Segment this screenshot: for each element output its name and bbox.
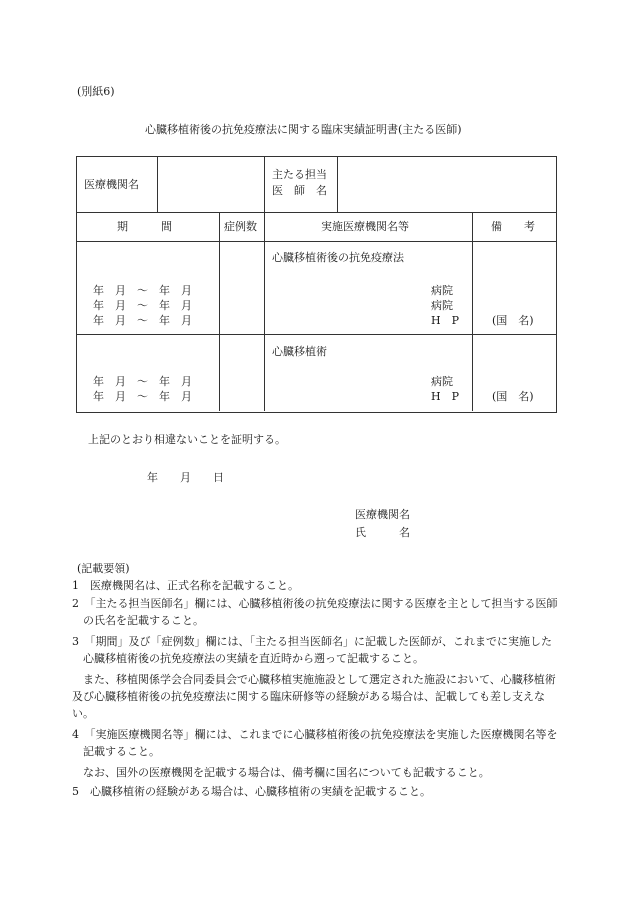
note-item-4-continuation: なお、国外の医療機関を記載する場合は、備考欄に国名についても記載すること。 bbox=[83, 766, 490, 779]
section1-row3-facility: H P bbox=[431, 314, 459, 327]
table-rule bbox=[472, 212, 473, 411]
table-rule bbox=[76, 241, 556, 242]
section1-row1-facility: 病院 bbox=[431, 284, 453, 297]
table-rule bbox=[337, 156, 338, 212]
section1-row3-remarks: (国 名) bbox=[492, 314, 534, 327]
note-item-5: 5 心臓移植術の経験がある場合は、心臓移植術の実績を記載すること。 bbox=[72, 785, 431, 798]
header-remarks: 備 考 bbox=[491, 220, 535, 233]
table-rule bbox=[264, 212, 265, 411]
certifier-institution-label: 医療機関名 bbox=[355, 508, 410, 521]
note-item-1: 1 医療機関名は、正式名称を記載すること。 bbox=[72, 579, 299, 592]
header-facility: 実施医療機関名等 bbox=[321, 220, 409, 233]
section2-row1-period: 年 月 ～ 年 月 bbox=[93, 375, 192, 388]
header-cases: 症例数 bbox=[224, 220, 257, 233]
note-item-2: 2 「主たる担当医師名」欄には、心臓移植術後の抗免疫療法に関する医療を主として担当する医師の氏名を記載すること。 bbox=[72, 597, 558, 627]
table-rule bbox=[264, 156, 265, 212]
notes-heading: (記載要領) bbox=[77, 562, 130, 575]
table-rule bbox=[76, 334, 556, 335]
section1-row1-period: 年 月 ～ 年 月 bbox=[93, 284, 192, 297]
certification-statement: 上記のとおり相違ないことを証明する。 bbox=[88, 433, 286, 446]
section2-row2-remarks: (国 名) bbox=[492, 390, 534, 403]
header-period: 期 間 bbox=[117, 220, 172, 233]
table-rule bbox=[219, 212, 220, 411]
section1-title: 心臓移植術後の抗免疫療法 bbox=[272, 251, 404, 264]
note-item-4: 4 「実施医療機関名等」欄には、これまでに心臓移植術後の抗免疫療法を実施した医療機関名等を記載すること。 bbox=[72, 728, 558, 758]
section2-row1-facility: 病院 bbox=[431, 375, 453, 388]
section2-row2-period: 年 月 ～ 年 月 bbox=[93, 390, 192, 403]
certifier-name-label: 氏 名 bbox=[355, 526, 410, 539]
note-item-3-continuation: また、移植関係学会合同委員会で心臓移植実施施設として選定された施設において、心臓移植術及び心臓移植術後の抗免疫療法に関する臨床研修等の経験がある場合は、記載しても差し支えない。 bbox=[72, 673, 556, 720]
note-item-3: 3 「期間」及び「症例数」欄には、「主たる担当医師名」に記載した医師が、これまでに実施した心臓移植術後の抗免疫療法の実績を直近時から遡って記載すること。 bbox=[72, 635, 552, 665]
table-rule bbox=[76, 212, 556, 213]
section1-row3-period: 年 月 ～ 年 月 bbox=[93, 314, 192, 327]
doctor-label-line1: 主たる担当 bbox=[272, 168, 327, 181]
table-rule bbox=[157, 156, 158, 212]
institution-name-label: 医療機関名 bbox=[84, 178, 139, 191]
section2-title: 心臓移植術 bbox=[272, 345, 327, 358]
section2-row2-facility: H P bbox=[431, 390, 459, 403]
section1-row2-period: 年 月 ～ 年 月 bbox=[93, 299, 192, 312]
doctor-label-line2: 医 師 名 bbox=[272, 184, 327, 197]
section1-row2-facility: 病院 bbox=[431, 299, 453, 312]
form-number: (別紙6) bbox=[77, 85, 115, 98]
page-title: 心臓移植術後の抗免疫療法に関する臨床実績証明書(主たる医師) bbox=[145, 123, 462, 136]
certification-date: 年 月 日 bbox=[147, 471, 224, 484]
